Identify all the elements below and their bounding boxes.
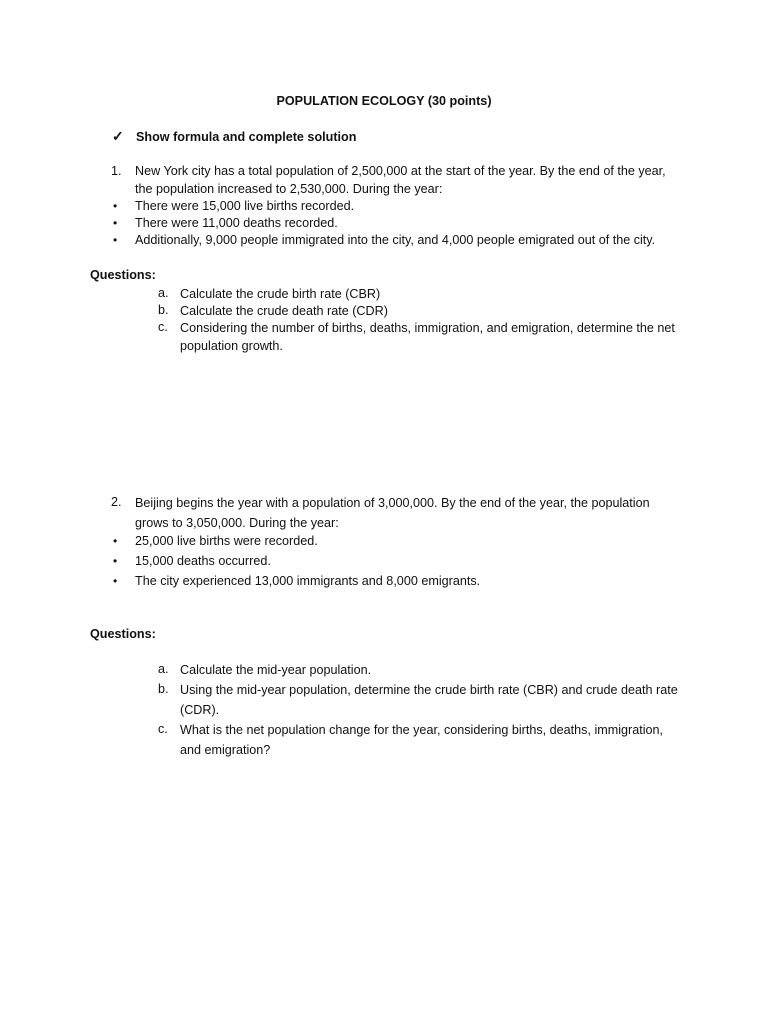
question-text: Calculate the crude birth rate (CBR) — [180, 287, 381, 301]
questions-heading: Questions: — [90, 268, 156, 282]
problem-statement: New York city has a total population of 2,500,000 at the start of the year. By the end of the year, the population increased to 2,530,000. During the year: — [135, 164, 666, 196]
question-letter: c. — [158, 722, 168, 736]
document-title: POPULATION ECOLOGY (30 points) — [276, 94, 492, 108]
questions-heading: Questions: — [90, 627, 156, 641]
problem-statement: Beijing begins the year with a population of 3,000,000. By the end of the year, the population grows to 3,050,000. During the year: — [135, 496, 650, 530]
question-text: Calculate the crude death rate (CDR) — [180, 304, 388, 318]
bullet-icon: • — [113, 574, 118, 588]
question-letter: a. — [158, 662, 169, 676]
question-letter: b. — [158, 682, 169, 696]
bullet-icon: • — [113, 554, 118, 568]
list-item: The city experienced 13,000 immigrants and 8,000 emigrants. — [135, 574, 481, 588]
bullet-icon: • — [113, 216, 118, 230]
instruction-text: Show formula and complete solution — [136, 130, 357, 144]
list-item: Additionally, 9,000 people immigrated into the city, and 4,000 people emigrated out of the city. — [135, 233, 656, 247]
question-text: Calculate the mid-year population. — [180, 663, 372, 677]
question-text: Using the mid-year population, determine the crude birth rate (CBR) and crude death rate (CDR). — [180, 683, 678, 717]
problem-number: 2. — [111, 495, 122, 509]
question-text: Considering the number of births, deaths, immigration, and emigration, determine the net population growth. — [180, 321, 675, 353]
list-item: 15,000 deaths occurred. — [135, 554, 271, 568]
question-letter: b. — [158, 303, 169, 317]
bullet-icon: • — [113, 199, 118, 213]
problem-number: 1. — [111, 164, 122, 178]
bullet-icon: • — [113, 534, 118, 548]
question-letter: a. — [158, 286, 169, 300]
question-text: What is the net population change for the year, considering births, deaths, immigration, and emigration? — [180, 723, 664, 757]
instruction-line — [112, 128, 356, 145]
list-item: There were 15,000 live births recorded. — [135, 199, 355, 213]
list-item: There were 11,000 deaths recorded. — [135, 216, 338, 230]
list-item: 25,000 live births were recorded. — [135, 534, 318, 548]
question-letter: c. — [158, 320, 168, 334]
checkmark-icon: ✓ — [112, 128, 124, 144]
bullet-icon: • — [113, 233, 118, 247]
